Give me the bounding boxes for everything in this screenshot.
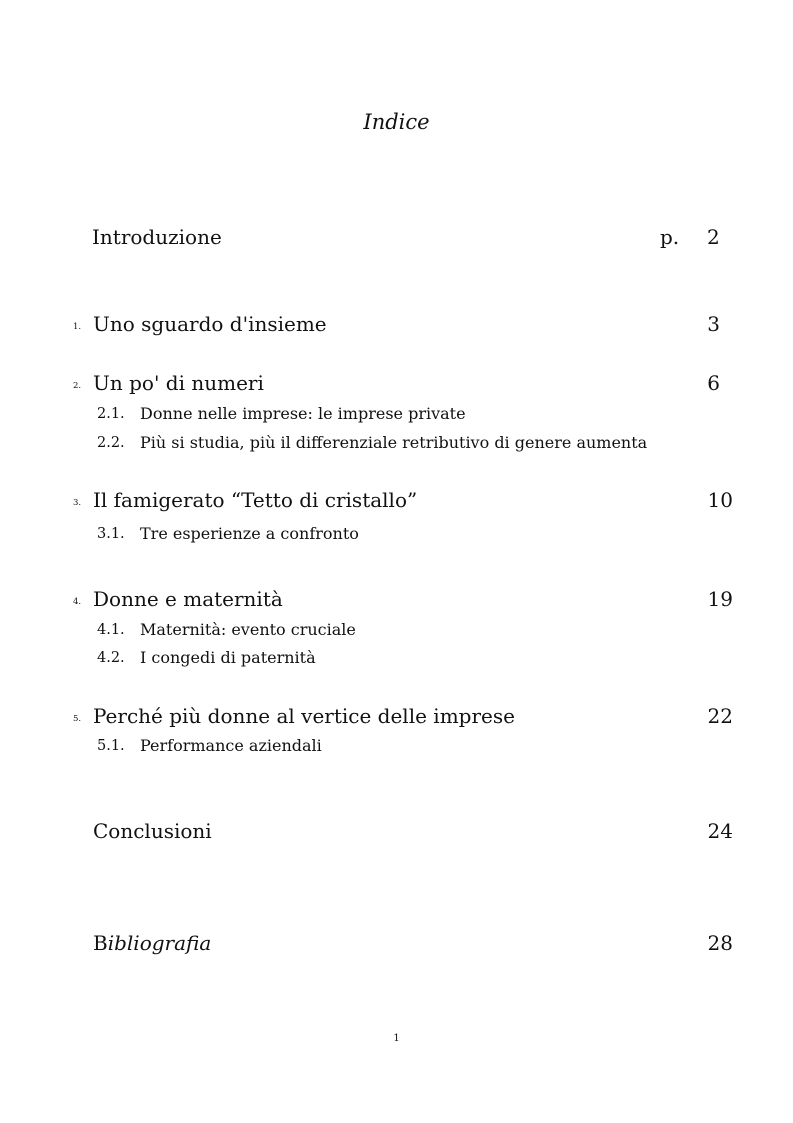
toc-chapter-page: 22: [707, 704, 733, 728]
toc-chapter-page: 10: [707, 488, 733, 512]
toc-chapter-label[interactable]: Il famigerato “Tetto di cristallo”: [93, 488, 418, 512]
toc-section-label[interactable]: Tre esperienze a confronto: [140, 524, 359, 543]
toc-section-number: 3.1.: [97, 526, 125, 542]
toc-chapter-label[interactable]: Un po' di numeri: [93, 371, 264, 395]
toc-section-number: 4.1.: [97, 622, 125, 638]
toc-chapter-label[interactable]: Perché più donne al vertice delle imprese: [93, 704, 515, 728]
toc-section-number: 2.1.: [97, 406, 125, 422]
toc-section-label[interactable]: Donne nelle imprese: le imprese private: [140, 404, 466, 423]
toc-chapter-number: 2.: [73, 381, 82, 391]
footer-page-number: 1: [393, 1033, 400, 1044]
toc-section-number: 5.1.: [97, 738, 125, 754]
toc-bibliography-rest: ibliografia: [107, 931, 212, 955]
toc-bibliography-page: 28: [707, 931, 733, 955]
toc-chapter-number: 5.: [73, 714, 82, 724]
toc-section-label[interactable]: Performance aziendali: [140, 736, 322, 755]
toc-section-label[interactable]: I congedi di paternità: [140, 648, 316, 667]
toc-chapter-label[interactable]: Donne e maternità: [93, 587, 283, 611]
toc-chapter-page: 6: [707, 371, 720, 395]
toc-bibliography-label[interactable]: [93, 931, 211, 955]
toc-chapter-number: 4.: [73, 597, 82, 607]
toc-chapter-number: 3.: [73, 498, 82, 508]
toc-section-number: 2.2.: [97, 435, 125, 451]
toc-section-label[interactable]: Più si studia, più il differenziale retributivo di genere aumenta: [140, 433, 648, 452]
toc-section-number: 4.2.: [97, 650, 125, 666]
toc-conclusions-page: 24: [707, 819, 733, 843]
toc-bibliography-initial: B: [93, 931, 108, 955]
toc-intro-label[interactable]: Introduzione: [92, 225, 222, 249]
toc-chapter-page: 19: [707, 587, 733, 611]
page-title: Indice: [363, 110, 430, 134]
toc-chapter-number: 1.: [73, 322, 82, 332]
toc-conclusions-label[interactable]: Conclusioni: [93, 819, 212, 843]
toc-chapter-label[interactable]: Uno sguardo d'insieme: [93, 312, 327, 336]
toc-section-label[interactable]: Maternità: evento cruciale: [140, 620, 356, 639]
toc-intro-page-prefix: p.: [660, 225, 680, 249]
toc-intro-page: 2: [707, 225, 720, 249]
toc-chapter-page: 3: [707, 312, 720, 336]
